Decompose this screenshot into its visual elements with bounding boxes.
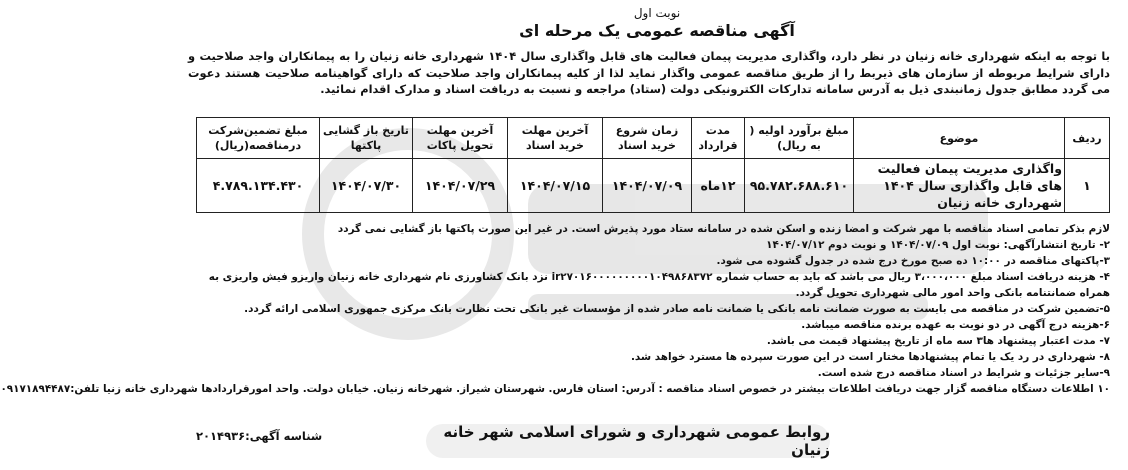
cell-estimate: ۹۵.۷۸۲.۶۸۸.۶۱۰ xyxy=(745,159,854,213)
header-submit-deadline: آخرین مهلت تحویل پاکات xyxy=(413,118,508,159)
note-item: ۵-تضمین شرکت در مناقصه می بایست به صورت ضمانت نامه بانکی یا ضمانت نامه صادر شده از مؤسسات غیر بانکی تحت نظارت بانک مرکزی جمهوری اسلامی ارائه گردد. xyxy=(244,303,1110,315)
cell-start-date: ۱۴۰۴/۰۷/۰۹ xyxy=(603,159,692,213)
cell-opening-date: ۱۴۰۴/۰۷/۳۰ xyxy=(320,159,413,213)
note-item: ۸- شهرداری در رد یک یا تمام پیشنهادها مختار است در این صورت سپرده ها مسترد خواهد شد. xyxy=(630,351,1110,363)
cell-doc-deadline: ۱۴۰۴/۰۷/۱۵ xyxy=(508,159,603,213)
cell-duration: ۱۲ماه xyxy=(692,159,745,213)
title-block xyxy=(464,6,850,48)
note-item: ۷- مدت اعتبار پیشنهاد ها۳ سه ماه از تاریخ پیشنهاد قیمت می باشد. xyxy=(766,335,1110,347)
note-item: ۴- هزینه دریافت اسناد مبلغ ۳،۰۰۰،۰۰۰ ریال می باشد که باید به حساب شماره ir۲۷۰۱۶۰۰۰۰۰۰۰۰۰۱۰۴۹۸۶۸۳۷۲ نزد بانک کشاورزی نام شهرداری خانه زنیان واریزو فیش واریزی به همراه ضمانتنامه بانکی واحد امور مالی شهرداری تحویل گردد. xyxy=(208,271,1110,299)
header-duration: مدت قرارداد xyxy=(692,118,745,159)
publisher-banner: روابط عمومی شهرداری و شورای اسلامی شهر خانه زنیان xyxy=(426,424,830,458)
cell-row-number: ۱ xyxy=(1065,159,1110,213)
note-item: ۱۰ اطلاعات دستگاه مناقصه گزار جهت دریافت اطلاعات بیشتر در خصوص اسناد مناقصه : آدرس: استان فارس. شهرستان شیراز. شهرخانه زنیان. خیابان دولت. واحد امورقراردادها شهرداری خانه زنیا تلفن:۰۹۱۷۱۸۹۴۴۸۷ xyxy=(0,383,1110,395)
cell-guarantee: ۴.۷۸۹.۱۳۴.۴۳۰ xyxy=(197,159,320,213)
header-guarantee: مبلغ تضمین‌شرکت درمناقصه(ریال) xyxy=(197,118,320,159)
header-estimate: مبلغ برآورد اولیه ( به ریال) xyxy=(745,118,854,159)
note-item: ۳-پاکتهای مناقصه در ۱۰:۰۰ ده صبح مورخ درج شده در جدول گشوده می شود. xyxy=(716,255,1110,267)
note-item: ۶-هزینه درج آگهی در دو نوبت به عهده برنده مناقصه میباشد. xyxy=(801,319,1110,331)
header-opening-date: تاریخ باز گشایی پاکتها xyxy=(320,118,413,159)
notes-list xyxy=(0,221,1110,397)
schedule-table xyxy=(196,117,1110,213)
cell-submit-deadline: ۱۴۰۴/۰۷/۲۹ xyxy=(413,159,508,213)
cell-subject: واگذاری مدیریت پیمان فعالیت های قابل واگذاری سال ۱۴۰۴ شهرداری خانه زنیان xyxy=(854,159,1065,213)
intro-paragraph: با توجه به اینکه شهرداری خانه زنیان در نظر دارد، واگذاری مدیریت پیمان فعالیت های قابل واگذاری سال ۱۴۰۴ شهرداری خانه زنیان را به پیمانکاران واجد صلاحیت و دارای شرایط مربوطه از سازمان های ذیربط را از طریق مناقصه عمومی واگذار نماید لذا از کلیه پیمانکاران واجد صلاحیت که دارای گواهینامه صلاحیت هستند دعوت می گردد مطابق جدول زمانبندی ذیل به آدرس سامانه تدارکات الکترونیکی دولت (ستاد) مراجعه و نسبت به دریافت اسناد و مدارک اقدام نمائید. xyxy=(188,49,1110,96)
header-start-date: زمان شروع خرید اسناد xyxy=(603,118,692,159)
page-title: آگهی مناقصه عمومی یک مرحله ای xyxy=(519,21,795,40)
table-header-row xyxy=(197,118,1110,159)
note-item: ۹-سایر جزئیات و شرایط در اسناد مناقصه درج شده است. xyxy=(817,367,1110,379)
round-label: نوبت اول xyxy=(633,6,681,20)
ad-id: شناسه آگهی:۲۰۱۴۹۳۶ xyxy=(196,429,323,443)
header-subject: موضوع xyxy=(854,118,1065,159)
table-row xyxy=(197,159,1110,213)
header-row-number: ردیف xyxy=(1065,118,1110,159)
note-item: ۲- تاریخ انتشارآگهی: نوبت اول ۱۴۰۴/۰۷/۰۹ و نوبت دوم ۱۴۰۴/۰۷/۱۲ xyxy=(766,239,1110,251)
note-item: لازم بذکر تمامی اسناد مناقصه با مهر شرکت و امضا زنده و اسکن شده در سامانه ستاد مورد پذیرش است. در غیر این صورت پاکتها باز گشایی نمی گردد xyxy=(337,223,1110,235)
header-doc-deadline: آخرین مهلت خرید اسناد xyxy=(508,118,603,159)
tender-advertisement xyxy=(0,4,1120,466)
